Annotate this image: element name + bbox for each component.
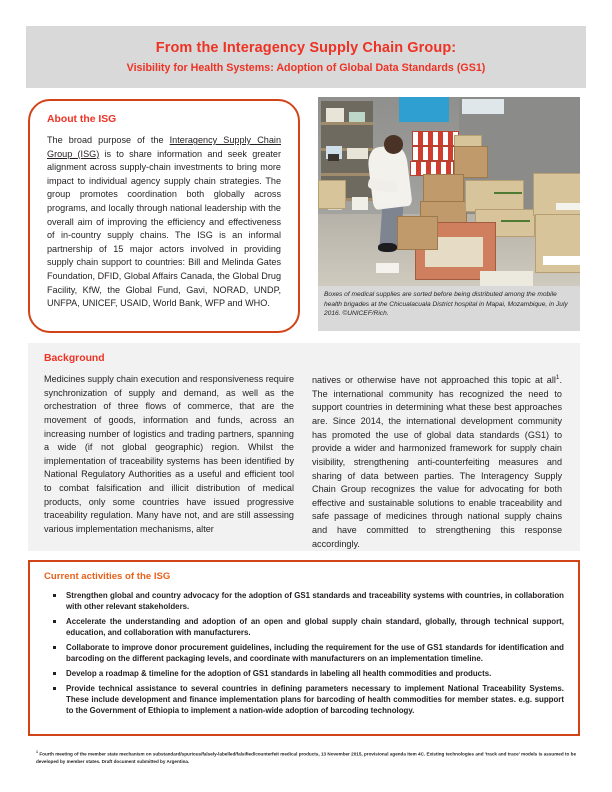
photo-wall-accent — [399, 97, 449, 122]
footnote — [36, 750, 576, 765]
photo-usaid-label — [543, 256, 580, 265]
background-section — [28, 343, 580, 551]
photo-window — [462, 99, 504, 114]
background-right-text-a: natives or otherwise have not approached this topic at all — [312, 375, 556, 386]
page-title: From the Interagency Supply Chain Group: — [155, 40, 457, 56]
photo-box-stripe — [494, 192, 523, 194]
photo-block — [318, 97, 580, 331]
page-subtitle: Visibility for Health Systems: Adoption of Global Data Standards (GS1) — [126, 62, 486, 74]
about-text-rest: is to share information and seek greater alignment across supply-chain investments to bring more impact to individual agency supply chain strategies. The group promotes coordination both globally across programs, and locally through national leadership with the overall aim of improving the efficiency and effectiveness of in-country supply chains. The ISG is an informal partnership of 15 major actors involved in providing supply chain support to countries: Bill and Melinda Gates Foundation, DFID, Global Affairs Canada, the Global Drug Facility, KfW, the Global Fund, Gavi, NORAD, UNDP, UNFPA, UNICEF, USAID, World Bank, WFP and WHO. — [47, 148, 282, 309]
current-activities-list — [44, 590, 564, 716]
photo-person-head — [384, 135, 404, 154]
photo-striped-box — [412, 146, 459, 161]
background-columns — [44, 373, 564, 551]
about-isg-heading: About the ISG — [47, 114, 117, 125]
photo-person-shoe — [378, 243, 396, 252]
photo-box-label — [556, 203, 580, 211]
photo-shelf-item — [326, 108, 344, 121]
title-banner — [26, 26, 586, 88]
photo-floor-package — [376, 263, 400, 272]
background-column-left: Medicines supply chain execution and responsiveness require synchronization of supply and demand, as well as the orchestration of three flows of commerce, that are the movement of goods, information and funds, across an increasing number of logistics and trading partners, spanning a wide (if not global geographic) region. Whilst the implementation of traceability systems has been identified by National Regulatory Authorities as a useful and efficient tool to combat falsification and illicit distribution of medical products, only some countries have issued progressive traceability regulation. Many have not, and are still assessing various implementation mechanisms, alter — [44, 374, 294, 535]
photo-floor-box — [480, 271, 532, 286]
list-item: Accelerate the understanding and adoption of an open and global supply chain standard, globally, through technical support, education, and collaboration with manufacturers. — [44, 616, 564, 638]
footnote-text: Fourth meeting of the member state mechanism on substandard/spurious/falsely-labelled/falsified/counterfeit medical products, 13 November 2015, provisional agenda item 4C. Existing technologies and 'track and trace' models is assumed to be developed by member states. Draft document submitted by Argentina. — [36, 751, 576, 764]
background-column-right — [312, 373, 562, 551]
current-activities-box — [28, 560, 580, 736]
about-text-link: Interagency Supply Chain Group (ISG) — [47, 135, 281, 159]
photo-caption: Boxes of medical supplies are sorted before being distributed among the mobile health brigades at the Chicualacuala District hospital in Mapai, Mozambique, in July 2016. ©UNICEF/Rich. — [318, 286, 580, 331]
list-item: Develop a roadmap & timeline for the adoption of GS1 standards in labeling all health commodities and products. — [44, 668, 564, 679]
photo-shelf-item — [352, 197, 368, 210]
background-right-text-b: . The international community has recognized the need to support countries in determining what these best approaches are. Since 2014, the international development community has promoted the use of global data standards (GS1) to provide a wider and harmonized framework for supply chain visibility, strengthening anti-counterfeiting measures and sharing of data between parties. The Interagency Supply Chain Group recognizes the value for advocating for both effective and sustainable solutions to enable traceability and safe passage of medicines through national supply chains and have committed to strengthening this response accordingly. — [312, 375, 562, 549]
footnote-reference-marker: 1 — [555, 374, 560, 381]
list-item: Collaborate to improve donor procurement guidelines, including the requirement for the use of GS1 standards for identification and barcoding on the different packaging levels, and coordinate with manufacturers on an implementation timeline. — [44, 642, 564, 664]
list-item: Provide technical assistance to several countries in defining parameters necessary to implement National Traceability Systems. These include development and finance implementation plans for barcoding of health commodities for member states. e.g. support to the Government of Ethiopia to implement a nation-wide adoption of barcoding technology. — [44, 683, 564, 717]
photo-shelf-item — [347, 148, 368, 159]
about-isg-box — [28, 99, 300, 333]
footnote-marker: 1 — [36, 750, 38, 754]
photo-striped-box — [412, 131, 459, 146]
photo-box — [397, 216, 438, 250]
current-activities-heading: Current activities of the ISG — [44, 571, 171, 582]
list-item: Strengthen global and country advocacy for the adoption of GS1 standards and traceability systems with countries, in collaboration with other relevant stakeholders. — [44, 590, 564, 612]
supply-room-photo — [318, 97, 580, 286]
about-text-lead: The broad purpose of the — [47, 135, 170, 145]
photo-box-stripe — [501, 220, 530, 222]
photo-shelf-item — [349, 112, 365, 121]
about-isg-body — [47, 134, 281, 311]
photo-box — [423, 174, 464, 202]
photo-held-package — [376, 192, 400, 203]
photo-shelf-item — [328, 154, 338, 162]
background-heading: Background — [44, 353, 105, 364]
about-isg-inner — [30, 101, 298, 311]
photo-box — [318, 180, 346, 208]
